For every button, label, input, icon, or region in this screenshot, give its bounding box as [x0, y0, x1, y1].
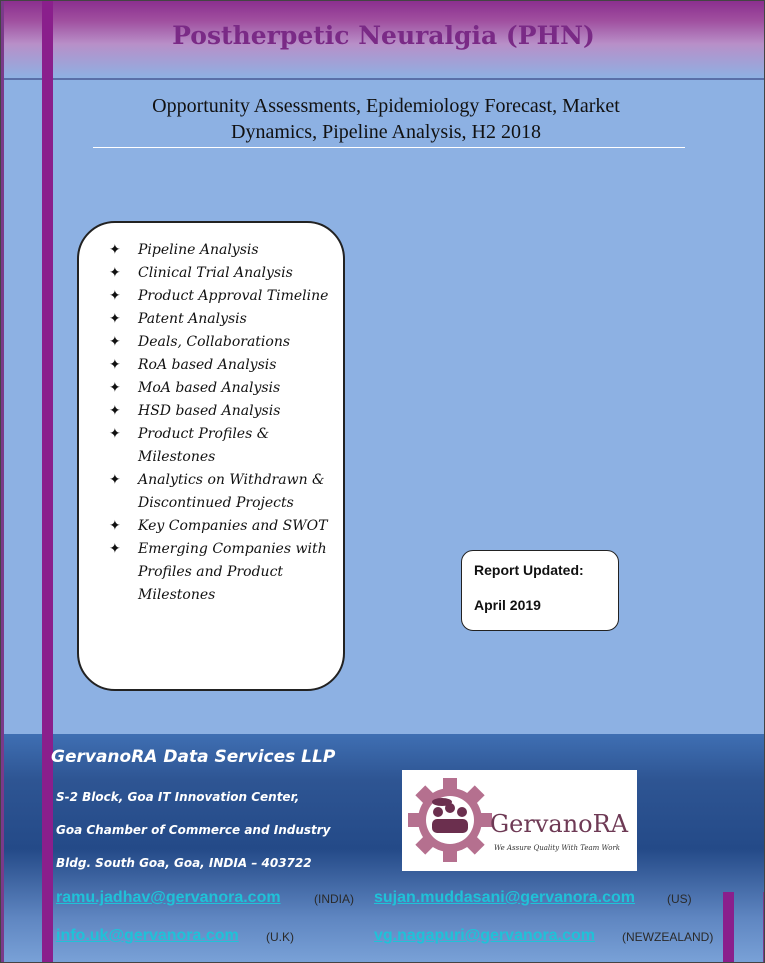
- address-line-1: S-2 Block, Goa IT Innovation Center,: [56, 790, 300, 804]
- star-bullet-icon: ✦: [109, 334, 121, 350]
- feature-item: ✦ Patent Analysis: [109, 308, 329, 331]
- report-subtitle: [91, 93, 681, 145]
- feature-item: ✦ Product Profiles & Milestones: [109, 423, 329, 469]
- header-divider: [1, 78, 765, 80]
- email-link-us[interactable]: sujan.muddasani@gervanora.com: [374, 889, 636, 906]
- logo-tagline: We Assure Quality With Team Work: [494, 844, 621, 852]
- subtitle-line-1: Opportunity Assessments, Epidemiology Forecast, Market: [152, 95, 620, 117]
- email-link-india[interactable]: ramu.jadhav@gervanora.com: [56, 889, 281, 906]
- region-label-newzealand: (NEWZEALAND): [622, 930, 714, 944]
- right-purple-stripe: [723, 892, 734, 963]
- report-updated-date: April 2019: [474, 597, 541, 613]
- feature-item: ✦ Product Approval Timeline: [109, 285, 329, 308]
- feature-item: ✦ Deals, Collaborations: [109, 331, 329, 354]
- star-bullet-icon: ✦: [109, 472, 121, 488]
- logo-wordmark: GervanoRA: [490, 810, 629, 838]
- report-updated-label: Report Updated:: [474, 562, 584, 578]
- company-logo: [402, 770, 637, 871]
- star-bullet-icon: ✦: [109, 311, 121, 327]
- features-panel: [77, 221, 345, 691]
- star-bullet-icon: ✦: [109, 426, 121, 442]
- star-bullet-icon: ✦: [109, 518, 121, 534]
- star-bullet-icon: ✦: [109, 357, 121, 373]
- email-link-uk[interactable]: info.uk@gervanora.com: [56, 927, 239, 944]
- star-bullet-icon: ✦: [109, 288, 121, 304]
- subtitle-underline: [93, 147, 685, 148]
- feature-item: ✦ Key Companies and SWOT: [109, 515, 329, 538]
- star-bullet-icon: ✦: [109, 403, 121, 419]
- features-list: [109, 239, 329, 607]
- report-updated-box: [461, 550, 619, 631]
- subtitle-line-2: Dynamics, Pipeline Analysis, H2 2018: [231, 121, 541, 143]
- feature-item: ✦ Pipeline Analysis: [109, 239, 329, 262]
- region-label-uk: (U.K): [266, 930, 294, 944]
- feature-item: ✦ Clinical Trial Analysis: [109, 262, 329, 285]
- star-bullet-icon: ✦: [109, 265, 121, 281]
- report-title: Postherpetic Neuralgia (PHN): [172, 21, 595, 50]
- address-line-3: Bldg. South Goa, Goa, INDIA – 403722: [56, 856, 312, 870]
- star-bullet-icon: ✦: [109, 380, 121, 396]
- star-bullet-icon: ✦: [109, 242, 121, 258]
- region-label-us: (US): [667, 892, 692, 906]
- feature-item: ✦ Analytics on Withdrawn & Discontinued Projects: [109, 469, 329, 515]
- region-label-india: (INDIA): [314, 892, 354, 906]
- address-line-2: Goa Chamber of Commerce and Industry: [56, 823, 331, 837]
- star-bullet-icon: ✦: [109, 541, 121, 557]
- feature-item: ✦ RoA based Analysis: [109, 354, 329, 377]
- left-edge-stripe: [1, 1, 4, 963]
- company-name: GervanoRA Data Services LLP: [51, 747, 336, 767]
- feature-item: ✦ HSD based Analysis: [109, 400, 329, 423]
- left-purple-stripe: [42, 1, 53, 963]
- feature-item: ✦ MoA based Analysis: [109, 377, 329, 400]
- email-link-newzealand[interactable]: vg.nagapuri@gervanora.com: [374, 927, 595, 944]
- feature-item: ✦ Emerging Companies with Profiles and Product Milestones: [109, 538, 329, 607]
